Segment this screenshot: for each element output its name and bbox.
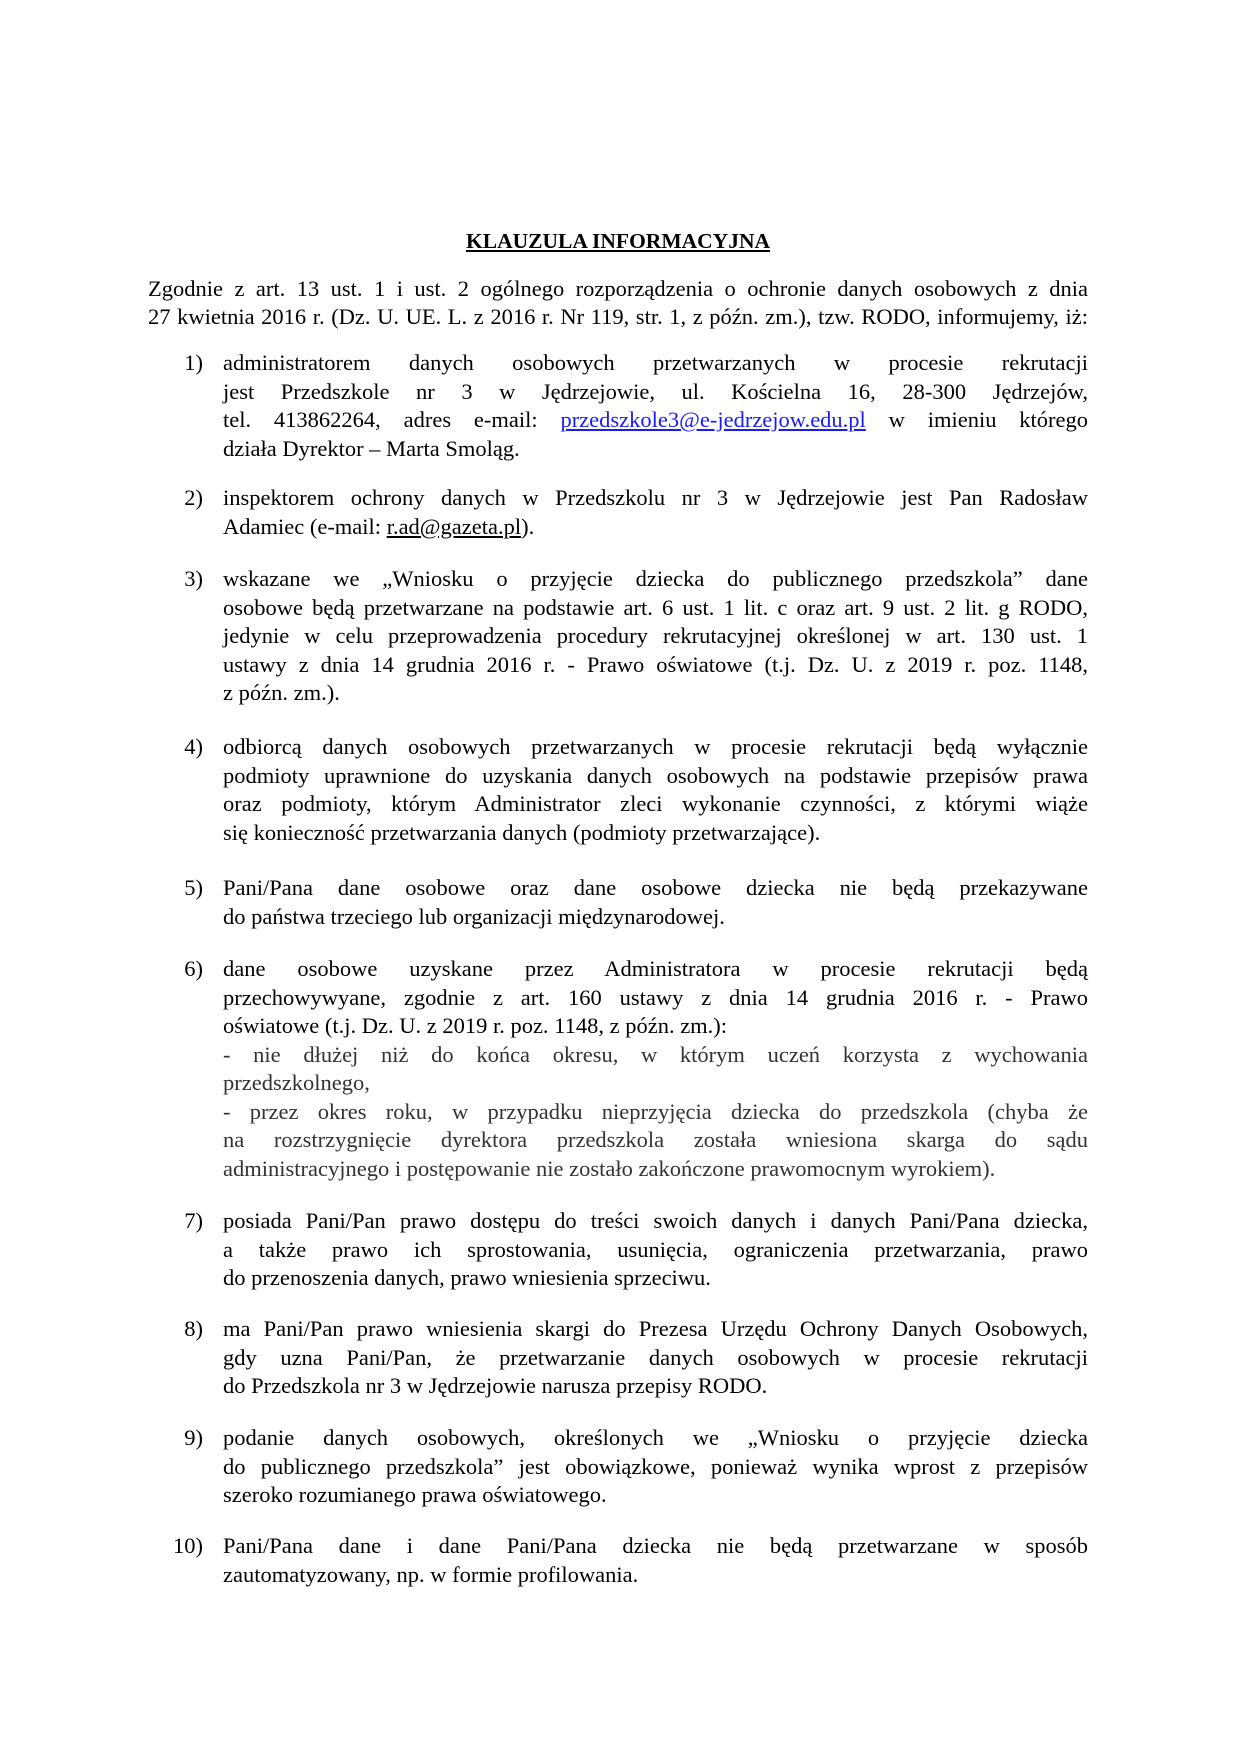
item-number: 7) <box>184 1208 203 1233</box>
item-sub-line: przedszkolnego, <box>223 1070 370 1095</box>
item-line-part: w imieniu którego <box>888 407 1088 432</box>
item-line: jedynie w celu przeprowadzenia procedury rekrutacyjnej określonej w art. 130 ust. 1 <box>223 623 1088 648</box>
item-line-part: Adamiec (e-mail: <box>223 513 382 539</box>
item-line: oraz podmioty, którym Administrator zleci wykonanie czynności, z którymi wiąże <box>223 791 1088 816</box>
item-number: 10) <box>173 1533 203 1558</box>
item-line: Pani/Pana dane i dane Pani/Pana dziecka nie będą przetwarzane w sposób <box>223 1533 1088 1558</box>
item-number: 3) <box>184 566 203 591</box>
item-line: dane osobowe uzyskane przez Administratora w procesie rekrutacji będą <box>223 956 1088 981</box>
item-sub-line: na rozstrzygnięcie dyrektora przedszkola została wniesiona skarga do sądu <box>223 1127 1088 1152</box>
item-line: odbiorcą danych osobowych przetwarzanych w procesie rekrutacji będą wyłącznie <box>223 734 1088 759</box>
item-text <box>223 1207 1088 1293</box>
item-text <box>223 1532 1088 1589</box>
inspector-email[interactable]: r.ad@gazeta.pl <box>386 513 522 539</box>
item-line: zautomatyzowany, np. w formie profilowania. <box>223 1561 639 1587</box>
intro-line: Zgodnie z art. 13 ust. 1 i ust. 2 ogólnego rozporządzenia o ochronie danych osobowych z dnia <box>148 276 1088 301</box>
item-line: gdy uzna Pani/Pan, że przetwarzanie danych osobowych w procesie rekrutacji <box>223 1344 1088 1370</box>
item-line: ma Pani/Pan prawo wniesienia skargi do Prezesa Urzędu Ochrony Danych Osobowych, <box>223 1316 1088 1341</box>
item-line: osobowe będą przetwarzane na podstawie art. 6 ust. 1 lit. c oraz art. 9 ust. 2 lit. g RODO, <box>223 594 1088 620</box>
item-sub-line: - przez okres roku, w przypadku nieprzyjęcia dziecka do przedszkola (chyba że <box>223 1098 1088 1124</box>
item-line: jest Przedszkole nr 3 w Jędrzejowie, ul. Kościelna 16, 28-300 Jędrzejów, <box>223 378 1088 404</box>
item-line: do publicznego przedszkola” jest obowiązkowe, ponieważ wynika wprost z przepisów <box>223 1453 1088 1479</box>
item-line: Pani/Pana dane osobowe oraz dane osobowe dziecka nie będą przekazywane <box>223 875 1088 900</box>
item-text <box>223 1315 1088 1401</box>
item-number: 1) <box>184 350 203 375</box>
item-line: oświatowe (t.j. Dz. U. z 2019 r. poz. 1148, z późn. zm.): <box>223 1013 728 1038</box>
item-line-part: ). <box>521 513 535 539</box>
intro-paragraph <box>148 275 1088 331</box>
intro-line: 27 kwietnia 2016 r. (Dz. U. UE. L. z 2016 r. Nr 119, str. 1, z późn. zm.), tzw. RODO, informujemy, iż: <box>148 304 1088 329</box>
item-line: do państwa trzeciego lub organizacji międzynarodowej. <box>223 903 725 929</box>
item-line: podmioty uprawnione do uzyskania danych osobowych na podstawie przepisów prawa <box>223 762 1088 788</box>
item-number: 2) <box>184 485 203 510</box>
item-text <box>223 484 1088 541</box>
item-line: wskazane we „Wniosku o przyjęcie dziecka do publicznego przedszkola” dane <box>223 566 1088 591</box>
item-line: przechowywyane, zgodnie z art. 160 ustawy z dnia 14 grudnia 2016 r. - Prawo <box>223 984 1088 1010</box>
item-text <box>223 1424 1088 1510</box>
item-text <box>223 565 1088 708</box>
item-line: inspektorem ochrony danych w Przedszkolu nr 3 w Jędrzejowie jest Pan Radosław <box>223 485 1088 510</box>
item-line <box>223 513 1088 542</box>
item-line: do przenoszenia danych, prawo wniesienia sprzeciwu. <box>223 1265 711 1290</box>
item-line-part: tel. 413862264, adres e-mail: <box>223 407 538 432</box>
item-number: 6) <box>184 956 203 981</box>
item-line: posiada Pani/Pan prawo dostępu do treści swoich danych i danych Pani/Pana dziecka, <box>223 1208 1088 1233</box>
item-line <box>223 406 1088 435</box>
item-line: się konieczność przetwarzania danych (podmioty przetwarzające). <box>223 819 821 845</box>
item-line: działa Dyrektor – Marta Smoląg. <box>223 435 520 461</box>
item-sub-line: - nie dłużej niż do końca okresu, w którym uczeń korzysta z wychowania <box>223 1041 1088 1067</box>
item-line: administratorem danych osobowych przetwarzanych w procesie rekrutacji <box>223 350 1088 375</box>
item-line: a także prawo ich sprostowania, usunięcia, ograniczenia przetwarzania, prawo <box>223 1236 1088 1262</box>
item-text <box>223 349 1088 463</box>
item-line: szeroko rozumianego prawa oświatowego. <box>223 1482 607 1507</box>
item-number: 9) <box>184 1425 203 1450</box>
item-number: 8) <box>184 1316 203 1341</box>
item-line: podanie danych osobowych, określonych we „Wniosku o przyjęcie dziecka <box>223 1425 1088 1450</box>
item-line: z późn. zm.). <box>223 680 340 705</box>
administrator-email-link[interactable]: przedszkole3@e-jedrzejow.edu.pl <box>560 407 866 432</box>
item-number: 5) <box>184 875 203 900</box>
item-number: 4) <box>184 734 203 759</box>
item-text <box>223 955 1088 1183</box>
item-line: do Przedszkola nr 3 w Jędrzejowie narusza przepisy RODO. <box>223 1373 768 1398</box>
item-line: ustawy z dnia 14 grudnia 2016 r. - Prawo oświatowe (t.j. Dz. U. z 2019 r. poz. 1148, <box>223 651 1088 677</box>
item-sub-line: administracyjnego i postępowanie nie zostało zakończone prawomocnym wyrokiem). <box>223 1155 996 1181</box>
document-title: KLAUZULA INFORMACYJNA <box>466 229 770 253</box>
item-text <box>223 733 1088 847</box>
item-text <box>223 874 1088 931</box>
